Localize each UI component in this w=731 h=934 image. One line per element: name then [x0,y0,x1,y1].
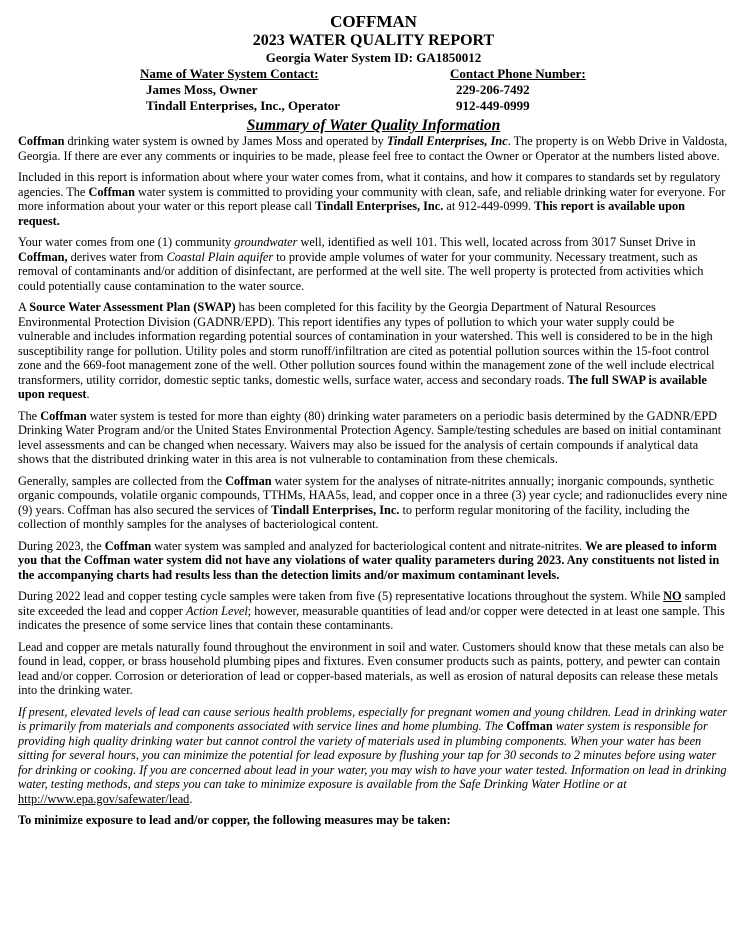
report-title: 2023 WATER QUALITY REPORT [252,32,495,49]
contacts-table [140,66,729,114]
epa-lead-link[interactable]: http://www.epa.gov/safewater/lead [18,791,190,806]
contact-name-label: Name of Water System Contact: [140,66,319,81]
paragraph-swap: A Source Water Assessment Plan (SWAP) has been completed for this facility by the Georgia Department of Natural Resources Environmental Protection Division (GADNR/EPD). This report identifies any types of pollution to which your water supply could be vulnerable and includes information regarding potential sources of contamination in your watershed. This well is considered to be in the high susceptibility range for pollution. Utility poles and storm runoff/infiltration are cited as potential pollution sources within the 15-foot control zone and the 669-foot management zone of the well. Other pollution sources found within the management zone of the well include electrical transformers, utility corridor, domestic septic tanks, domestic wells, surface water, access and secondary roads. The full SWAP is available upon request. [18,300,715,401]
contact-name: Tindall Enterprises, Inc., Operator [146,98,341,113]
contact-phone: 912-449-0999 [456,98,530,113]
paragraph-metals: Lead and copper are metals naturally found throughout the environment in soil and water. Customers should know that these metals can also be found in lead, copper, or brass household plumbing pipes and fixtures. Even consumer products such as paints, pottery, and pewter can contain lead and/or copper. Corrosion or deterioration of lead or copper-based materials, as well as erosion of natural deposits can release these metals into the drinking water. [18,639,724,697]
paragraph-ownership: Coffman drinking water system is owned by James Moss and operated by Tindall Enterprises, Inc. The property is on Webb Drive in Valdosta, Georgia. If there are ever any comments or inquiries to be made, please feel free to contact the Owner or Operator at the numbers listed above. [18,134,728,163]
contact-phone-label: Contact Phone Number: [450,66,586,81]
system-name: COFFMAN [330,12,417,31]
paragraph-lead-copper-2022: During 2022 lead and copper testing cycle samples were taken from five (5) representative locations throughout the system. While NO sampled site exceeded the lead and copper Action Level; however, measurable quantities of lead and/or copper were detected in at least one sample. This indicates the presence of some service lines that contain these contaminants. [18,589,726,632]
closing-statement: To minimize exposure to lead and/or copper, the following measures may be taken: [18,813,451,827]
paragraph-testing: The Coffman water system is tested for more than eighty (80) drinking water parameters on a periodic basis determined by the GADNR/EPD Drinking Water Program and/or the United States Environmental Protection Agency. Sample/testing schedules are based on initial contaminant level assessments and can be changed when necessary. Waivers may also be issued for the analysis of certain compounds if analytical data shows that the distributed drinking water in this area is not vulnerable to contamination from these chemicals. [18,408,722,466]
summary-heading: Summary of Water Quality Information [246,117,501,134]
contact-phone: 229-206-7492 [456,82,530,97]
paragraph-lead-health: If present, elevated levels of lead can cause serious health problems, especially for pregnant women and young children. Lead in drinking water is primarily from materials and components associated with service lines and home plumbing. The Coffman water system is responsible for providing high quality drinking water but cannot control the variety of materials used in plumbing components. When your water has been sitting for several hours, you can minimize the potential for lead exposure by flushing your tap for 30 seconds to 2 minutes before using water for drinking or cooking. If you are concerned about lead in your water, you may wish to have your water tested. Information on lead in drinking water, testing methods, and steps you can take to minimize exposure is available from the Safe Drinking Water Hotline or at http://www.epa.gov/safewater/lead. [18,704,728,806]
paragraph-source: Your water comes from one (1) community groundwater well, identified as well 101. This well, located across from 3017 Sunset Drive in Coffman, derives water from Coastal Plain aquifer to provide ample volumes of water for your community. Necessary treatment, such as removal of contaminants and/or addition of disinfectant, are performed at the well site. The well property is protected from activities which could potentially cause contamination to the water source. [18,235,704,293]
paragraph-intro: Included in this report is information about where your water comes from, what it contains, and how it compares to standards set by regulatory agencies. The Coffman water system is committed to providing your community with clean, safe, and reliable drinking water for everyone. For more information about your water or this report please call Tindall Enterprises, Inc. at 912-449-0999. This report is available upon request. [18,170,726,228]
contact-name: James Moss, Owner [146,82,258,97]
system-id: Georgia Water System ID: GA1850012 [265,50,482,65]
paragraph-2023-results: During 2023, the Coffman water system was sampled and analyzed for bacteriological content and nitrate-nitrites. We are pleased to inform you that the Coffman water system did not have any violations of water quality parameters during 2023. Any constituents not listed in the accompanying charts had results less than the detection limits and/or maximum contaminant levels. [18,538,720,582]
paragraph-sampling: Generally, samples are collected from the Coffman water system for the analyses of nitrate-nitrites annually; inorganic compounds, synthetic organic compounds, volatile organic compounds, TTHMs, HAA5s, lead, and copper once in a three (3) year cycle; and radionuclides every nine (9) years. Coffman has also secured the services of Tindall Enterprises, Inc. to perform regular monitoring of the facility, including the collection of monthly samples for the analyses of bacteriological content. [18,473,728,531]
